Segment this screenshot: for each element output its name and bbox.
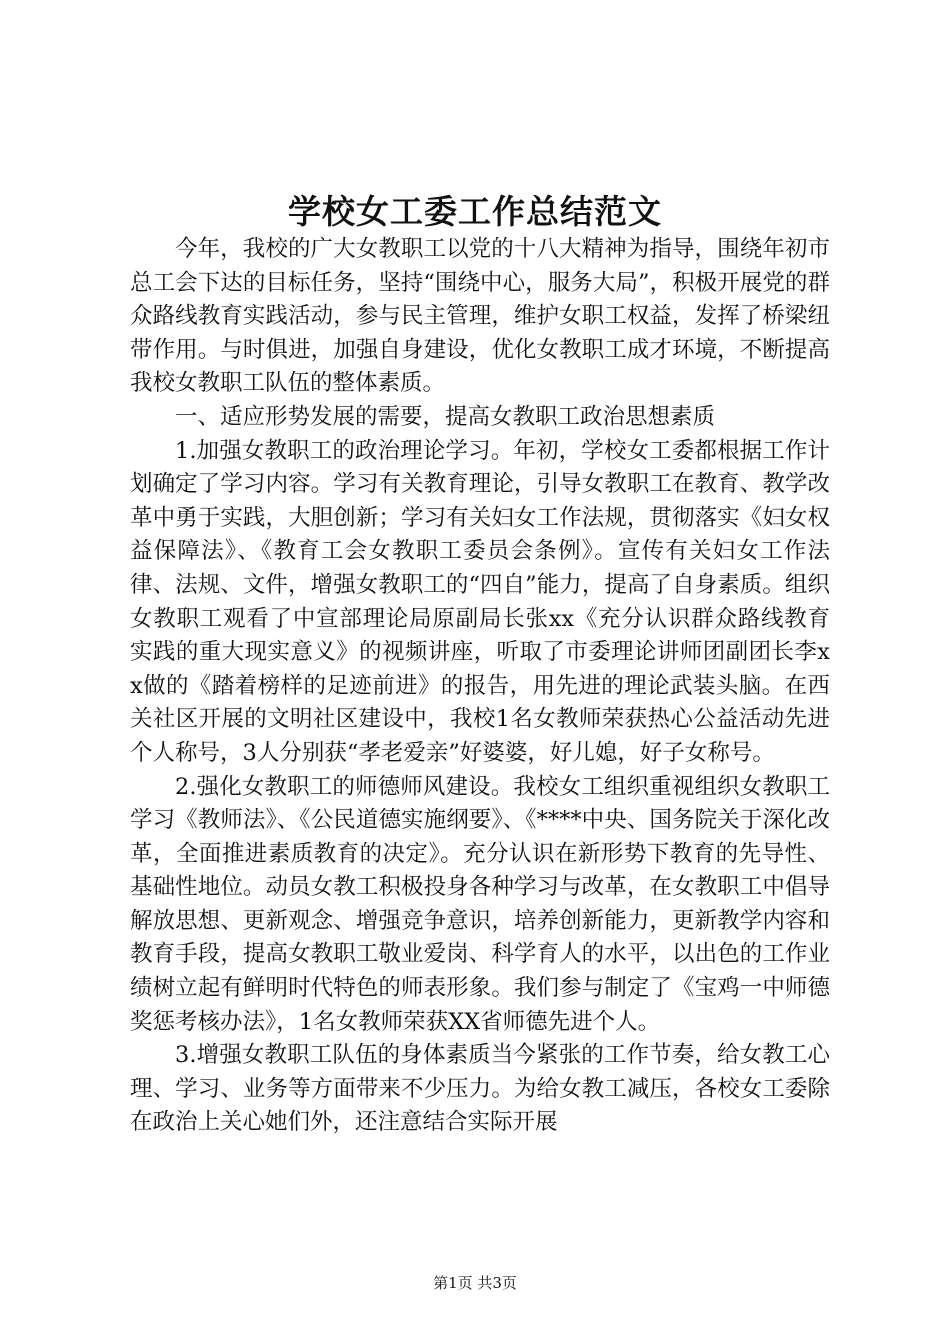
page-footer: 第1页 共3页 bbox=[433, 1274, 517, 1292]
paragraph-item-2: 2.强化女教职工的师德师风建设。我校女工组织重视组织女教职工学习《教师法》、《公民道德实施纲要》、《****中央、国务院关于深化改革，全面推进素质教育的决定》。充分认识在新形势下教育的先导性、基础性地位。动员女教工积极投身各种学习与改革，在女教职工中倡导解放思想、更新观念、增强竞争意识，培养创新能力，更新教学内容和教育手段，提高女教职工敬业爱岗、科学育人的水平，以出色的工作业绩树立起有鲜明时代特色的师表形象。我们参与制定了《宝鸡一中师德奖惩考核办法》，1名女教师荣获XX省师德先进个人。 bbox=[130, 773, 830, 1035]
paragraph-item-1: 1.加强女教职工的政治理论学习。年初，学校女工委都根据工作计划确定了学习内容。学习有关教育理论，引导女教职工在教育、教学改革中勇于实践，大胆创新；学习有关妇女工作法规，贯彻落实《妇女权益保障法》、《教育工会女教职工委员会条例》。宣传有关妇女工作法律、法规、文件，增强女教职工的“四自”能力，提高了自身素质。组织女教职工观看了中宣部理论局原副局长张xx《充分认识群众路线教育实践的重大现实意义》的视频讲座，听取了市委理论讲师团副团长李xx做的《踏着榜样的足迹前进》的报告，用先进的理论武装头脑。在西关社区开展的文明社区建设中，我校1名女教师荣获热心公益活动先进个人称号，3人分别获“孝老爱亲”好婆婆，好儿媳，好子女称号。 bbox=[130, 437, 830, 766]
intro-paragraph: 今年，我校的广大女教职工以党的十八大精神为指导，围绕年初市总工会下达的目标任务，坚持“围绕中心，服务大局”，积极开展党的群众路线教育实践活动，参与民主管理，维护女职工权益，发挥了桥梁纽带作用。与时俱进，加强自身建设，优化女教职工成才环境，不断提高我校女教职工队伍的整体素质。 bbox=[130, 236, 830, 397]
document-body bbox=[130, 233, 830, 1140]
section-heading: 一、适应形势发展的需要，提高女教职工政治思想素质 bbox=[175, 403, 716, 430]
paragraph-item-3: 3.增强女教职工队伍的身体素质当今紧张的工作节奏，给女教工心理、学习、业务等方面带来不少压力。为给女教工减压，各校女工委除在政治上关心她们外，还注意结合实际开展 bbox=[130, 1042, 830, 1136]
document-title: 学校女工委工作总结范文 bbox=[288, 192, 662, 231]
